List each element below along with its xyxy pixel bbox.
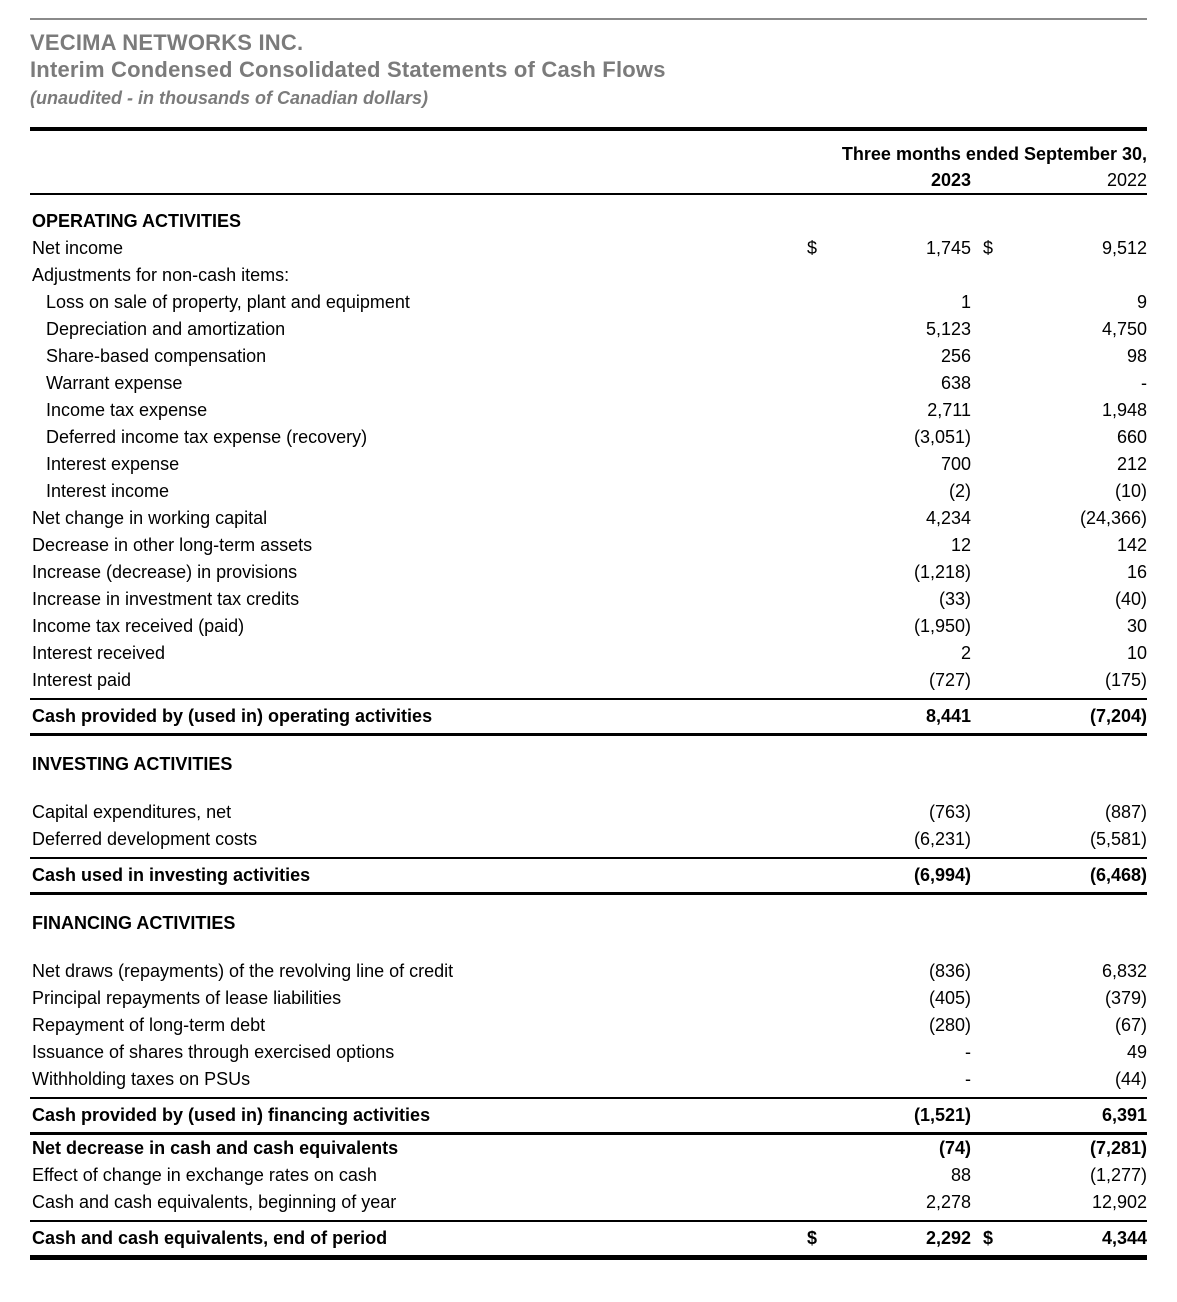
dollar-spacer xyxy=(807,1135,831,1162)
value-2022: 12,902 xyxy=(1091,1192,1147,1212)
column-header-2022: 2022 xyxy=(1106,170,1147,190)
dollar-spacer xyxy=(807,1012,831,1039)
value-2023: 2,278 xyxy=(925,1192,971,1212)
row-label: Net change in working capital xyxy=(32,508,268,528)
row-label: Cash and cash equivalents, end of period xyxy=(32,1228,388,1248)
dollar-spacer xyxy=(983,1066,1007,1093)
value-2022: 212 xyxy=(1116,454,1147,474)
table-row xyxy=(30,1162,1147,1189)
value-2022: 1,948 xyxy=(1101,400,1147,420)
dollar-spacer xyxy=(983,859,1007,892)
row-label: Net draws (repayments) of the revolving line of credit xyxy=(32,961,454,981)
row-label: Cash provided by (used in) operating activities xyxy=(32,706,433,726)
dollar-spacer xyxy=(807,700,831,733)
table-row xyxy=(30,559,1147,586)
value-2022: 4,750 xyxy=(1101,319,1147,339)
dollar-sign-2022: $ xyxy=(983,1228,994,1248)
table-row xyxy=(30,424,1147,451)
row-label: Capital expenditures, net xyxy=(32,802,232,822)
table-row xyxy=(30,1189,1147,1216)
dollar-spacer xyxy=(807,799,831,826)
value-2022: (379) xyxy=(1104,988,1147,1008)
dollar-spacer xyxy=(807,640,831,667)
dollar-spacer xyxy=(807,289,831,316)
section-heading xyxy=(30,751,1147,778)
value-2022: 30 xyxy=(1126,616,1147,636)
value-2022: 4,344 xyxy=(1101,1228,1147,1248)
value-2022: 6,832 xyxy=(1101,961,1147,981)
value-2022: 6,391 xyxy=(1101,1105,1147,1125)
company-name: VECIMA NETWORKS INC. xyxy=(30,30,304,55)
row-label: Cash used in investing activities xyxy=(32,865,311,885)
dollar-spacer xyxy=(983,478,1007,505)
value-2023: (33) xyxy=(938,589,971,609)
statement-subtitle: (unaudited - in thousands of Canadian dollars) xyxy=(30,88,429,108)
dollar-spacer xyxy=(983,826,1007,853)
value-2023: 8,441 xyxy=(925,706,971,726)
value-2023: (3,051) xyxy=(913,427,971,447)
dollar-spacer xyxy=(983,424,1007,451)
value-2022: 142 xyxy=(1116,535,1147,555)
value-2023: - xyxy=(965,1069,971,1089)
value-2023: (6,994) xyxy=(913,865,971,885)
spacer xyxy=(30,937,1147,958)
dollar-spacer xyxy=(983,316,1007,343)
value-2022: 16 xyxy=(1126,562,1147,582)
dollar-spacer xyxy=(983,343,1007,370)
value-2023: (1,950) xyxy=(913,616,971,636)
dollar-spacer xyxy=(983,958,1007,985)
statement-sections xyxy=(30,195,1147,1260)
table-row xyxy=(30,532,1147,559)
dollar-spacer xyxy=(983,505,1007,532)
value-2022: (7,281) xyxy=(1089,1138,1147,1158)
dollar-spacer xyxy=(807,343,831,370)
year-row-spacer xyxy=(30,167,807,193)
dollar-spacer xyxy=(983,559,1007,586)
table-row xyxy=(30,370,1147,397)
dollar-spacer xyxy=(983,1039,1007,1066)
dollar-sign-2023: $ xyxy=(807,238,818,258)
value-2022: 98 xyxy=(1126,346,1147,366)
table-row xyxy=(30,1066,1147,1093)
value-2022: (6,468) xyxy=(1089,865,1147,885)
spacer xyxy=(30,778,1147,799)
value-2023: 5,123 xyxy=(925,319,971,339)
row-label: Income tax received (paid) xyxy=(32,616,245,636)
row-label: Effect of change in exchange rates on cash xyxy=(32,1165,377,1185)
value-2023: (1,218) xyxy=(913,562,971,582)
table-row xyxy=(30,316,1147,343)
spacer xyxy=(30,895,1147,910)
dollar-spacer xyxy=(983,640,1007,667)
row-label: Net decrease in cash and cash equivalents xyxy=(32,1138,399,1158)
value-2022: - xyxy=(1141,373,1147,393)
dollar-spacer xyxy=(807,1039,831,1066)
row-label: Loss on sale of property, plant and equipment xyxy=(46,292,410,312)
row-label: Cash and cash equivalents, beginning of year xyxy=(32,1192,397,1212)
value-2023: (727) xyxy=(928,670,971,690)
table-row xyxy=(30,1222,1147,1255)
row-label: Repayment of long-term debt xyxy=(32,1015,266,1035)
row-label: Decrease in other long-term assets xyxy=(32,535,313,555)
value-2023: (1,521) xyxy=(913,1105,971,1125)
dollar-spacer xyxy=(807,667,831,694)
dollar-spacer xyxy=(807,167,831,193)
dollar-spacer xyxy=(807,397,831,424)
value-2023: 12 xyxy=(950,535,971,555)
value-2023: (2) xyxy=(949,481,971,501)
dollar-spacer xyxy=(983,613,1007,640)
table-row xyxy=(30,289,1147,316)
dollar-spacer xyxy=(807,1162,831,1189)
row-label: Income tax expense xyxy=(46,400,208,420)
dollar-spacer xyxy=(983,985,1007,1012)
row-label: Net income xyxy=(32,238,124,258)
value-2023: (763) xyxy=(928,802,971,822)
value-2022: (5,581) xyxy=(1089,829,1147,849)
value-2022: (10) xyxy=(1114,481,1147,501)
value-2022: (40) xyxy=(1114,589,1147,609)
period-header: Three months ended September 30, xyxy=(841,144,1147,164)
dollar-spacer xyxy=(983,799,1007,826)
row-label: Increase in investment tax credits xyxy=(32,589,300,609)
dollar-spacer xyxy=(807,424,831,451)
document-content xyxy=(30,18,1147,1260)
value-2023: (280) xyxy=(928,1015,971,1035)
row-label: Share-based compensation xyxy=(46,346,267,366)
table-row xyxy=(30,262,1147,289)
dollar-spacer xyxy=(983,1189,1007,1216)
value-2022: (24,366) xyxy=(1079,508,1147,528)
value-2023: 638 xyxy=(940,373,971,393)
dollar-spacer xyxy=(983,1135,1007,1162)
statement-bottom-rule xyxy=(30,1255,1147,1260)
year-columns-row xyxy=(30,167,1147,193)
table-row xyxy=(30,235,1147,262)
table-row xyxy=(30,799,1147,826)
table-row xyxy=(30,451,1147,478)
table-row xyxy=(30,826,1147,853)
table-row xyxy=(30,985,1147,1012)
dollar-spacer xyxy=(807,316,831,343)
row-label: Issuance of shares through exercised options xyxy=(32,1042,395,1062)
dollar-spacer xyxy=(983,397,1007,424)
dollar-spacer xyxy=(807,1189,831,1216)
value-2023: (405) xyxy=(928,988,971,1008)
value-2022: 9 xyxy=(1136,292,1147,312)
value-2023: (6,231) xyxy=(913,829,971,849)
table-row xyxy=(30,343,1147,370)
row-label: Increase (decrease) in provisions xyxy=(32,562,298,582)
table-row xyxy=(30,667,1147,694)
row-label: Cash provided by (used in) financing activities xyxy=(32,1105,431,1125)
row-label: Deferred income tax expense (recovery) xyxy=(46,427,368,447)
header-gray-rule xyxy=(30,18,1147,20)
value-2023: - xyxy=(965,1042,971,1062)
dollar-spacer xyxy=(807,1099,831,1132)
dollar-spacer xyxy=(983,700,1007,733)
value-2022: (44) xyxy=(1114,1069,1147,1089)
value-2023: 1,745 xyxy=(925,238,971,258)
statement-title: Interim Condensed Consolidated Statements of Cash Flows xyxy=(30,57,666,82)
row-label: Adjustments for non-cash items: xyxy=(32,265,290,285)
dollar-spacer xyxy=(807,559,831,586)
table-row xyxy=(30,1099,1147,1132)
section-heading-label: INVESTING ACTIVITIES xyxy=(32,754,233,774)
row-label: Interest received xyxy=(32,643,166,663)
dollar-spacer xyxy=(807,532,831,559)
dollar-spacer xyxy=(807,505,831,532)
value-2022: (175) xyxy=(1104,670,1147,690)
dollar-spacer xyxy=(983,167,1007,193)
dollar-spacer xyxy=(983,1012,1007,1039)
dollar-sign-2022: $ xyxy=(983,238,994,258)
table-row xyxy=(30,397,1147,424)
dollar-spacer xyxy=(807,613,831,640)
table-row xyxy=(30,958,1147,985)
dollar-spacer xyxy=(983,451,1007,478)
value-2023: 1 xyxy=(960,292,971,312)
row-label: Interest paid xyxy=(32,670,132,690)
dollar-spacer xyxy=(807,826,831,853)
row-label: Warrant expense xyxy=(46,373,183,393)
value-2022: 10 xyxy=(1126,643,1147,663)
dollar-spacer xyxy=(983,1099,1007,1132)
value-2022: 660 xyxy=(1116,427,1147,447)
value-2022: 49 xyxy=(1126,1042,1147,1062)
row-label: Interest expense xyxy=(46,454,180,474)
table-row xyxy=(30,1135,1147,1162)
value-2023: 4,234 xyxy=(925,508,971,528)
dollar-spacer xyxy=(983,289,1007,316)
table-row xyxy=(30,640,1147,667)
section-heading-label: OPERATING ACTIVITIES xyxy=(32,211,242,231)
table-row xyxy=(30,1012,1147,1039)
dollar-spacer xyxy=(807,958,831,985)
value-2022: (1,277) xyxy=(1089,1165,1147,1185)
dollar-spacer xyxy=(807,451,831,478)
table-row xyxy=(30,700,1147,733)
value-2023: 256 xyxy=(940,346,971,366)
dollar-spacer xyxy=(807,985,831,1012)
dollar-spacer xyxy=(807,370,831,397)
table-row xyxy=(30,505,1147,532)
section-heading xyxy=(30,910,1147,937)
column-header-2023: 2023 xyxy=(930,170,971,190)
value-2022: 9,512 xyxy=(1101,238,1147,258)
dollar-spacer xyxy=(807,586,831,613)
dollar-spacer xyxy=(983,1162,1007,1189)
row-label: Withholding taxes on PSUs xyxy=(32,1069,251,1089)
value-2023: 2 xyxy=(960,643,971,663)
dollar-sign-2023: $ xyxy=(807,1228,818,1248)
spacer xyxy=(30,736,1147,751)
value-2023: 2,292 xyxy=(925,1228,971,1248)
value-2023: 88 xyxy=(950,1165,971,1185)
dollar-spacer xyxy=(983,532,1007,559)
row-label: Interest income xyxy=(46,481,170,501)
row-label: Deferred development costs xyxy=(32,829,258,849)
value-2023: 2,711 xyxy=(927,400,971,420)
value-2023: (74) xyxy=(938,1138,971,1158)
table-row xyxy=(30,478,1147,505)
table-row xyxy=(30,1039,1147,1066)
dollar-spacer xyxy=(807,478,831,505)
row-label: Depreciation and amortization xyxy=(46,319,286,339)
dollar-spacer xyxy=(807,859,831,892)
table-row xyxy=(30,586,1147,613)
table-row xyxy=(30,859,1147,892)
dollar-spacer xyxy=(983,667,1007,694)
table-row xyxy=(30,613,1147,640)
value-2022: (67) xyxy=(1114,1015,1147,1035)
dollar-spacer xyxy=(983,586,1007,613)
value-2023: 700 xyxy=(940,454,971,474)
dollar-spacer xyxy=(807,1066,831,1093)
spacer xyxy=(30,195,1147,208)
value-2022: (7,204) xyxy=(1089,706,1147,726)
row-label: Principal repayments of lease liabilities xyxy=(32,988,342,1008)
value-2022: (887) xyxy=(1104,802,1147,822)
section-heading xyxy=(30,208,1147,235)
value-2023: (836) xyxy=(928,961,971,981)
dollar-spacer xyxy=(983,370,1007,397)
section-heading-label: FINANCING ACTIVITIES xyxy=(32,913,236,933)
